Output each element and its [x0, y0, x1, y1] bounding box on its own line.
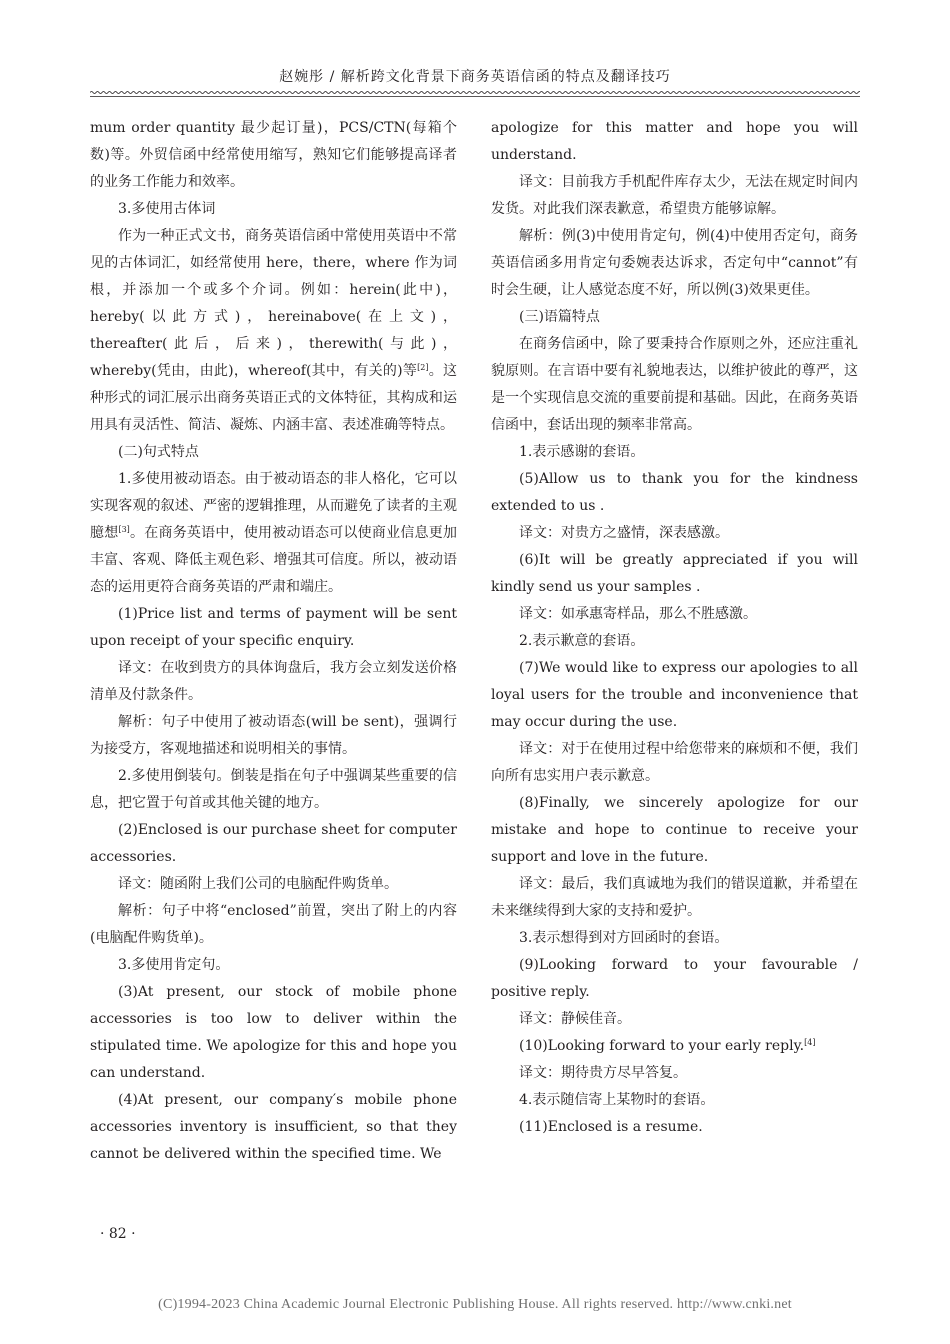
paragraph: (9)Looking forward to your favourable / positive reply.	[491, 957, 858, 1000]
paragraph: 3.多使用肯定句。	[118, 957, 230, 973]
paragraph: 解析：例(3)中使用肯定句，例(4)中使用否定句，商务英语信函多用肯定句委婉表达诉求，否定句中“cannot”有时会生硬，让人感觉态度不好，所以例(3)效果更佳。	[491, 228, 858, 298]
citation-ref: [4]	[804, 1038, 816, 1047]
paragraph: (4)At present, our company′s mobile phone accessories inventory is insufficient, so that they cannot be delivered within the specified time. We	[90, 1092, 457, 1162]
paragraph: 译文：随函附上我们公司的电脑配件购货单。	[118, 876, 398, 892]
paragraph: apologize for this matter and hope you will understand.	[491, 120, 858, 163]
paragraph: (5)Allow us to thank you for the kindness extended to us .	[491, 471, 858, 514]
paragraph: 1.多使用被动语态。由于被动语态的非人格化，它可以实现客观的叙述、严密的逻辑推理，从而避免了读者的主观臆想[3]。在商务英语中，使用被动语态可以使商业信息更加丰富、客观、降低主观色彩、增强其可信度。所以，被动语态的运用更符合商务英语的严肃和端庄。	[90, 471, 457, 595]
paragraph: (8)Finally, we sincerely apologize for our mistake and hope to continue to receive your support and love in the future.	[491, 795, 858, 865]
paragraph: (11)Enclosed is a resume.	[519, 1119, 703, 1135]
paragraph: 4.表示随信寄上某物时的套语。	[519, 1092, 715, 1108]
paragraph: 3.表示想得到对方回函时的套语。	[519, 930, 729, 946]
left-column	[90, 115, 457, 1168]
citation-ref: [3]	[118, 525, 130, 534]
paragraph: 译文：静候佳音。	[519, 1011, 631, 1027]
paragraph: mum order quantity 最少起订量)，PCS/CTN(每箱个数)等。外贸信函中经常使用缩写，熟知它们能够提高译者的业务工作能力和效率。	[90, 120, 457, 190]
header-wavy-rule	[90, 90, 860, 97]
paragraph: (2)Enclosed is our purchase sheet for computer accessories.	[90, 822, 457, 865]
paragraph: 2.多使用倒装句。倒装是指在句子中强调某些重要的信息，把它置于句首或其他关键的地方。	[90, 768, 457, 811]
page-number: · 82 ·	[100, 1226, 136, 1242]
copyright-footer: (C)1994-2023 China Academic Journal Electronic Publishing House. All rights reserved. http://www.cnki.net	[158, 1297, 792, 1312]
paragraph: 3.多使用古体词	[118, 201, 216, 217]
paragraph: 作为一种正式文书，商务英语信函中常使用英语中不常见的古体词汇，如经常使用 here，there，where 作为词根，并添加一个或多个介词。例如：herein(此中)，hereby(以此方式)，hereinabove(在上文)，thereafter(此后，后来)，therewith(与此)，whereby(凭由，由此)，whereof(其中，有关的)等[2]。这种形式的词汇展示出商务英语正式的文体特征，其构成和运用具有灵活性、简洁、凝炼、内涵丰富、表述准确等特点。	[90, 228, 458, 433]
running-header: 赵婉彤 / 解析跨文化背景下商务英语信函的特点及翻译技巧	[279, 69, 671, 85]
paragraph: 在商务信函中，除了要秉持合作原则之外，还应注重礼貌原则。在言语中要有礼貌地表达，以维护彼此的尊严，这是一个实现信息交流的重要前提和基础。因此，在商务英语信函中，套话出现的频率非常高。	[491, 336, 858, 433]
paragraph: 译文：对于在使用过程中给您带来的麻烦和不便，我们向所有忠实用户表示歉意。	[491, 741, 858, 784]
paragraph: 译文：在收到贵方的具体询盘后，我方会立刻发送价格清单及付款条件。	[90, 660, 457, 703]
paragraph: 1.表示感谢的套语。	[519, 444, 645, 460]
paragraph: (三)语篇特点	[519, 309, 600, 325]
paragraph: (3)At present, our stock of mobile phone accessories is too low to deliver within the stipulated time. We apologize for this and hope you can understand.	[90, 984, 457, 1081]
paragraph: (7)We would like to express our apologies to all loyal users for the trouble and inconvenience that may occur during the use.	[491, 660, 858, 730]
paragraph: 解析：句子中使用了被动语态(will be sent)，强调行为接受方，客观地描述和说明相关的事情。	[90, 714, 457, 757]
paragraph: (二)句式特点	[118, 444, 199, 460]
paragraph: 译文：如承惠寄样品，那么不胜感激。	[519, 606, 757, 622]
paragraph: 译文：期待贵方尽早答复。	[519, 1065, 687, 1081]
citation-ref: [2]	[417, 363, 429, 372]
paragraph: (6)It will be greatly appreciated if you will kindly send us your samples .	[491, 552, 858, 595]
right-column	[491, 115, 858, 1141]
paragraph: 2.表示歉意的套语。	[519, 633, 645, 649]
paragraph: 解析：句子中将“enclosed”前置，突出了附上的内容(电脑配件购货单)。	[90, 903, 457, 946]
paragraph: (10)Looking forward to your early reply.[4]	[519, 1038, 816, 1054]
paragraph: 译文：最后，我们真诚地为我们的错误道歉，并希望在未来继续得到大家的支持和爱护。	[491, 876, 858, 919]
paragraph: (1)Price list and terms of payment will be sent upon receipt of your specific enquiry.	[90, 606, 457, 649]
paragraph: 译文：对贵方之盛情，深表感激。	[519, 525, 729, 541]
paragraph: 译文：目前我方手机配件库存太少，无法在规定时间内发货。对此我们深表歉意，希望贵方能够谅解。	[491, 174, 858, 217]
